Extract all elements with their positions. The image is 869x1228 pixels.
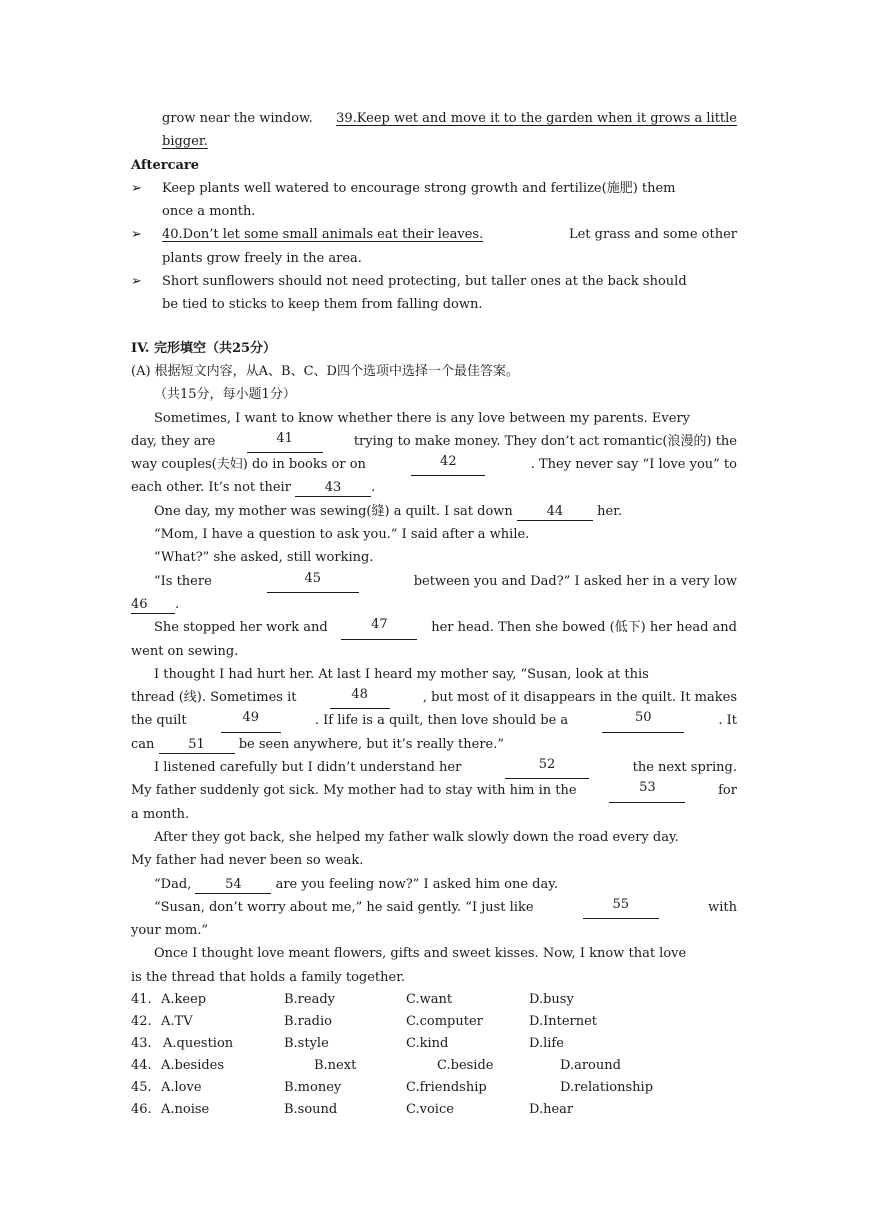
option-c: C.kind (406, 1035, 449, 1051)
text: Sometimes, I want to know whether there is any love between my parents. Every (154, 410, 691, 426)
option-a: A.keep (161, 991, 207, 1007)
option-d: D.relationship (560, 1079, 654, 1095)
blank-54: 54 (195, 876, 271, 894)
blank-52: 52 (505, 756, 589, 779)
text: My father suddenly got sick. My mother had to stay with him in the (131, 783, 577, 799)
text: . It (718, 713, 737, 729)
text-line: be tied to sticks to keep them from falling down. (162, 297, 483, 313)
blank-53: 53 (609, 779, 685, 802)
option-b: B.style (284, 1035, 329, 1051)
blank-44: 44 (517, 503, 593, 521)
text: . (371, 480, 376, 496)
blank-41: 41 (247, 430, 323, 453)
passage-line: “Mom, I have a question to ask you.” I said after a while. (154, 527, 530, 543)
text: the next spring. (632, 760, 737, 776)
blank-55: 55 (583, 896, 659, 919)
text-line (131, 130, 737, 153)
option-b: B.radio (284, 1013, 332, 1029)
option-a: A.question (163, 1035, 234, 1051)
blank-49: 49 (221, 709, 281, 732)
text: be seen anywhere, but it’s really there.” (238, 736, 505, 752)
text: her head. Then she bowed (低下) her head and (431, 620, 737, 636)
passage-line (131, 570, 737, 593)
option-a: A.love (161, 1079, 202, 1095)
option-b: B.next (314, 1057, 357, 1073)
passage-line (131, 896, 737, 919)
passage-line (131, 407, 737, 430)
options-list (131, 989, 737, 1121)
option-d: D.Internet (529, 1013, 598, 1029)
option-d: D.around (560, 1057, 621, 1073)
option-a: A.noise (161, 1101, 210, 1117)
passage-line (131, 476, 737, 499)
question-number: 45. (131, 1079, 152, 1095)
text: . They never say “I love you” to (530, 457, 737, 473)
option-c: C.voice (406, 1101, 454, 1117)
text: with (708, 899, 737, 915)
section-heading: Aftercare (131, 157, 200, 173)
option-c: C.computer (406, 1013, 483, 1029)
option-c: C.want (406, 991, 453, 1007)
passage-line (131, 709, 737, 732)
bullet-line (131, 270, 737, 293)
arrow-bullet-icon: ➢ (131, 274, 142, 290)
text: Short sunflowers should not need protecting, but taller ones at the back should (162, 274, 687, 290)
text: , but most of it disappears in the quilt. It makes (422, 690, 737, 706)
text: One day, my mother was sewing(缝) a quilt. I sat down (154, 503, 513, 519)
option-c: C.friendship (406, 1079, 487, 1095)
passage-line (131, 756, 737, 779)
text: I listened carefully but I didn’t understand her (154, 760, 462, 776)
question-number: 46. (131, 1101, 152, 1117)
text: trying to make money. They don’t act romantic(浪漫的) the (353, 433, 737, 449)
option-c: C.beside (437, 1057, 494, 1073)
text-line (131, 107, 737, 130)
text: each other. It’s not their (131, 480, 291, 496)
text-line: plants grow freely in the area. (162, 250, 362, 266)
blank-47: 47 (341, 616, 417, 639)
text: “Dad, (154, 876, 192, 892)
instruction-line: (A) 根据短文内容，从A、B、C、D四个选项中选择一个最佳答案。 (131, 363, 519, 379)
arrow-bullet-icon: ➢ (131, 227, 142, 243)
text: “Susan, don’t worry about me,” he said gently. “I just like (154, 899, 534, 915)
passage-line: is the thread that holds a family together. (131, 969, 406, 985)
text: Once I thought love meant flowers, gifts and sweet kisses. Now, I know that love (154, 946, 687, 962)
passage-line: “What?” she asked, still working. (154, 550, 374, 566)
passage-line (131, 942, 737, 965)
passage-line (131, 453, 737, 476)
underlined-text: bigger. (162, 134, 208, 150)
text: I thought I had hurt her. At last I heard my mother say, “Susan, look at this (154, 666, 649, 682)
option-row (131, 1077, 737, 1099)
score-line: （共15分，每小题1分） (154, 387, 296, 403)
text: After they got back, she helped my father walk slowly down the road every day. (154, 829, 679, 845)
question-number: 42. (131, 1013, 152, 1029)
passage-line (131, 826, 737, 849)
text: grow near the window. (162, 111, 313, 126)
text: thread (线). Sometimes it (131, 690, 297, 706)
option-b: B.sound (284, 1101, 338, 1117)
option-a: A.besides (161, 1057, 225, 1073)
text: way couples(夫妇) do in books or on (131, 457, 366, 473)
blank-50: 50 (602, 709, 684, 732)
text: Let grass and some other (568, 227, 737, 243)
blank-48: 48 (330, 686, 390, 709)
option-d: D.life (529, 1035, 564, 1051)
arrow-bullet-icon: ➢ (131, 180, 142, 196)
text: . (175, 596, 180, 612)
text: “Is there (154, 573, 212, 589)
underlined-text: 39.Keep wet and move it to the garden when it grows a little (336, 111, 737, 126)
blank-51: 51 (159, 736, 235, 754)
question-number: 43. (131, 1035, 152, 1051)
text: for (718, 783, 737, 799)
text: . If life is a quilt, then love should be a (314, 713, 569, 729)
option-row (131, 1055, 737, 1077)
option-row (131, 989, 737, 1011)
passage-line: a month. (131, 806, 190, 822)
text: are you feeling now?” I asked him one day. (275, 876, 558, 892)
passage-line (131, 779, 737, 802)
bullet-line (131, 177, 737, 200)
passage-line (131, 663, 737, 686)
text: between you and Dad?” I asked her in a very low (413, 573, 737, 589)
option-b: B.ready (284, 991, 336, 1007)
passage-line (131, 430, 737, 453)
option-row (131, 1033, 737, 1055)
option-a: A.TV (161, 1013, 193, 1029)
blank-45: 45 (267, 570, 359, 593)
passage-line (131, 616, 737, 639)
passage-line (131, 593, 737, 616)
passage-line (131, 686, 737, 709)
text (162, 177, 737, 200)
text: She stopped her work and (154, 620, 328, 636)
document-page (131, 107, 737, 1121)
blank-42: 42 (411, 453, 485, 476)
blank-46: 46 (131, 596, 175, 614)
underlined-text: 40.Don’t let some small animals eat their leaves. (162, 227, 484, 243)
passage-line: My father had never been so weak. (131, 853, 364, 869)
text: the quilt (131, 713, 187, 729)
text-line: once a month. (162, 204, 256, 220)
section-title: IV. 完形填空（共25分） (131, 340, 277, 356)
blank-43: 43 (295, 479, 371, 497)
text: can (131, 736, 155, 752)
passage-line (131, 500, 737, 523)
option-row (131, 1099, 737, 1121)
passage-line (131, 733, 737, 756)
bullet-line (131, 223, 737, 246)
question-number: 41. (131, 991, 152, 1007)
option-d: D.busy (529, 991, 574, 1007)
option-d: D.hear (529, 1101, 574, 1117)
passage-line: your mom.” (131, 923, 209, 939)
option-b: B.money (284, 1079, 342, 1095)
text: day, they are (131, 433, 216, 449)
question-number: 44. (131, 1057, 152, 1073)
text: Keep plants well watered to encourage strong growth and fertilize(施肥) them (162, 180, 676, 196)
passage-line: went on sewing. (131, 643, 239, 659)
option-row (131, 1011, 737, 1033)
passage-line (131, 873, 737, 896)
text: her. (597, 503, 623, 519)
